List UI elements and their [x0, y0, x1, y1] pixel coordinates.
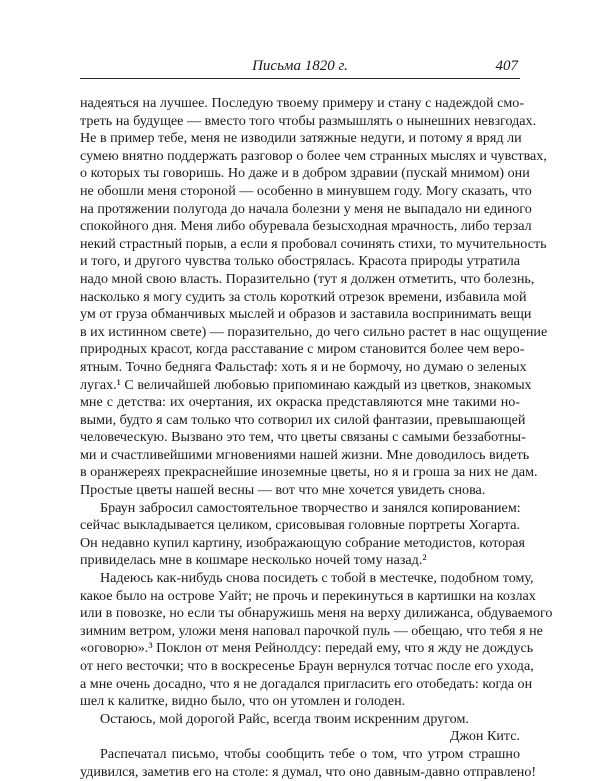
text-line: насколько я могу судить за столь короткий отрезок времени, избавила мой [80, 288, 527, 305]
text-line: мне с детства: их очертания, их окраска представляются мне такими но- [80, 394, 520, 411]
text-line: Браун забросил самостоятельное творчество и занялся копированием: [100, 499, 521, 516]
text-line: человеческую. Вызвано это тем, что цветы связаны с самыми беззаботны- [80, 429, 526, 446]
letter-body [80, 95, 553, 781]
paragraph-3 [80, 570, 553, 711]
text-line: треть на будущее — вместо того чтобы размышлять о нынешних невзгодах. [80, 112, 537, 129]
text-line: сумею внятно поддержать разговор о более чем странных мыслях и чувствах, [80, 147, 547, 164]
text-line: о которых ты говоришь. Но даже и в добром здравии (пускай мнимом) они [80, 165, 530, 182]
page-number: 407 [495, 58, 518, 74]
running-title: Письма 1820 г. [252, 58, 348, 74]
text-line: ятным. Точно бедняга Фальстаф: хоть я и не бормочу, но думаю о зеленых [80, 358, 527, 375]
text-line: Надеюсь как-нибудь снова посидеть с тобой в местечке, подобном тому, [100, 570, 534, 587]
text-line: природных красот, когда расставание с миром становится более чем веро- [80, 341, 525, 358]
paragraph-1 [80, 95, 548, 500]
text-line: выми, будто я сам только что сотворил их силой фантазии, превышающей [80, 411, 526, 428]
paragraph-closing [80, 711, 520, 729]
text-line: зимним ветром, уложи меня наповал парочкой пуль — обещаю, что тебя я не [80, 622, 543, 639]
text-line: Не в пример тебе, меня не изводили затяжные недуги, и потому я вряд ли [80, 130, 522, 147]
text-line: в оранжереях прекраснейшие иноземные цветы, но я и гроша за них не дам. [80, 464, 538, 481]
text-line: некий страстный порыв, а если я пробовал сочинять стихи, то мучительность [80, 235, 547, 252]
text-line: ми и счастливейшими мгновениями нашей жизни. Мне доводилось видеть [80, 446, 530, 463]
text-line: сейчас выкладывается целиком, срисовывая головные портреты Хогарта. [80, 517, 520, 534]
text-line: Он недавно купил картину, изображающую собрание методистов, которая [80, 534, 525, 551]
text-line: ум от груза обманчивых мыслей и образов и заставила воспринимать вещи [80, 306, 532, 323]
text-line: спокойного дня. Меня либо обуревала безысходная мрачность, либо терзал [80, 218, 532, 235]
text-line: надеяться на лучшее. Последую твоему примеру и стану с надеждой смо- [80, 95, 525, 111]
text-line: не обошли меня стороной — особенно в минувшем году. Могу сказать, что [80, 182, 532, 199]
postscript [80, 745, 537, 781]
text-line: какое было на острове Уайт; не прочь и перекинуться в картишки на козлах [80, 587, 536, 604]
text-line: Распечатал письмо, чтобы сообщить тебе о том, что утром страшно [100, 745, 520, 762]
signature: Джон Китс. [449, 728, 520, 745]
text-line: Простые цветы нашей весны — вот что мне хочется увидеть снова. [80, 482, 486, 499]
text-line: от него весточки; что в воскресенье Браун вернулся тотчас после его ухода, [80, 658, 534, 674]
paragraph-2 [80, 499, 525, 570]
text-line: Остаюсь, мой дорогой Райс, всегда твоим искренним другом. [100, 710, 469, 727]
text-line: и того, и другого чувства только обострялась. Красота природы утратила [80, 253, 520, 270]
text-line: на протяжении полугода до начала болезни у меня не выпадало ни единого [80, 200, 532, 217]
text-line: а мне очень досадно, что я не догадался пригласить его отобедать: когда он [80, 675, 533, 692]
text-line: привиделась мне в кошмаре несколько ночей тому назад.² [80, 552, 427, 569]
running-header [80, 56, 520, 79]
text-line: «оговорю».³ Поклон от меня Рейнолдсу: передай ему, что я жду не дождусь [80, 640, 534, 657]
text-line: лугах.¹ С величайшей любовью припоминаю каждый из цветков, знакомых [80, 376, 532, 393]
text-line: или в повозке, но если ты обнаружишь меня на верху дилижанса, обдуваемого [80, 605, 553, 622]
text-line: надо мной свою власть. Поразительно (тут я должен отметить, что болезнь, [80, 270, 535, 287]
text-line: шел к калитке, видно было, что он утомлен и голоден. [80, 693, 406, 710]
text-line: в их истинном свете) — поразительно, до чего сильно растет в нас ощущение [80, 323, 548, 340]
text-line: удивился, заметив его на столе: я думал, что оно давным-давно отправлено! [80, 763, 537, 780]
